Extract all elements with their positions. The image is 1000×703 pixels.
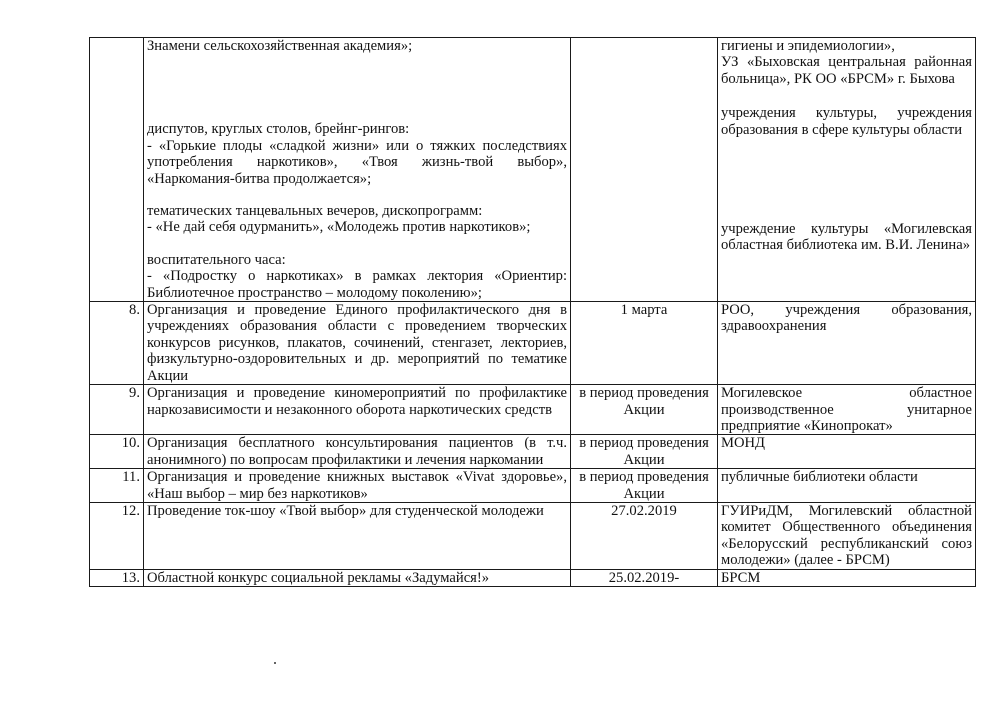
table-row — [90, 385, 976, 435]
responsible-text: УЗ «Быховская центральная районная больница», РК ОО «БРСМ» г. Быхова — [721, 54, 972, 87]
activity-cell: Организация и проведение Единого профилактического дня в учреждениях образования области с проведением творческих конкурсов рисунков, плакатов, сочинений, стенгазет, лекториев, физкультурно-оздоровительных и др. мероприятий по тематике Акции — [144, 302, 571, 385]
row-number: 12. — [90, 502, 144, 569]
date-cell: в период проведения Акции — [571, 385, 718, 435]
activity-cell: Организация и проведение киномероприятий по профилактике наркозависимости и незаконного оборота наркотических средств — [144, 385, 571, 435]
date-cell: 27.02.2019 — [571, 502, 718, 569]
date-cell: в период проведения Акции — [571, 435, 718, 469]
responsible-cell: БРСМ — [718, 569, 976, 586]
date-cell — [571, 38, 718, 302]
responsible-cell: Могилевское областное производственное унитарное предприятие «Кинопрокат» — [718, 385, 976, 435]
responsible-cell: МОНД — [718, 435, 976, 469]
responsible-text: учреждения культуры, учреждения образования в сфере культуры области — [721, 105, 972, 138]
date-cell: 25.02.2019- — [571, 569, 718, 586]
activity-cell — [144, 38, 571, 302]
responsible-text: гигиены и эпидемиологии», — [721, 38, 895, 54]
table-row — [90, 469, 976, 503]
scan-speck — [274, 662, 276, 664]
responsible-cell: РОО, учреждения образования, здравоохранения — [718, 302, 976, 385]
responsible-text: учреждение культуры «Могилевская областная библиотека им. В.И. Ленина» — [721, 221, 972, 254]
row-number: 11. — [90, 469, 144, 503]
activity-text: - «Подростку о наркотиках» в рамках лектория «Ориентир: Библиотечное пространство – молодому поколению»; — [147, 268, 567, 301]
activity-subhead: воспитательного часа: — [147, 251, 286, 268]
activity-cell: Организация бесплатного консультирования пациентов (в т.ч. анонимного) по вопросам профилактики и лечения наркомании — [144, 435, 571, 469]
activity-intro: Знамени сельскохозяйственная академия»; — [147, 38, 413, 54]
activity-text: - «Горькие плоды «сладкой жизни» или о тяжких последствиях употребления наркотиков», «Твоя жизнь-твой выбор», «Наркомания-битва продолжается»; — [147, 137, 567, 187]
date-cell: 1 марта — [571, 302, 718, 385]
activity-subhead: тематических танцевальных вечеров, дископрограмм: — [147, 203, 483, 220]
row-number: 13. — [90, 569, 144, 586]
table-row — [90, 435, 976, 469]
table-row — [90, 569, 976, 586]
activity-cell: Областной конкурс социальной рекламы «Задумайся!» — [144, 569, 571, 586]
table-row — [90, 502, 976, 569]
responsible-cell — [718, 38, 976, 302]
row-number: 10. — [90, 435, 144, 469]
table-row — [90, 38, 976, 302]
events-table — [89, 37, 976, 587]
activity-text: - «Не дай себя одурманить», «Молодежь против наркотиков»; — [147, 219, 531, 236]
date-cell: в период проведения Акции — [571, 469, 718, 503]
activity-subhead: диспутов, круглых столов, брейнг-рингов: — [147, 121, 410, 138]
activity-cell: Проведение ток-шоу «Твой выбор» для студенческой молодежи — [144, 502, 571, 569]
row-number — [90, 38, 144, 302]
row-number: 8. — [90, 302, 144, 385]
table-row — [90, 302, 976, 385]
activity-cell: Организация и проведение книжных выставок «Vivat здоровье», «Наш выбор – мир без наркотиков» — [144, 469, 571, 503]
responsible-cell: ГУИРиДМ, Могилевский областной комитет Общественного объединения «Белорусский республиканский союз молодежи» (далее - БРСМ) — [718, 502, 976, 569]
row-number: 9. — [90, 385, 144, 435]
responsible-cell: публичные библиотеки области — [718, 469, 976, 503]
